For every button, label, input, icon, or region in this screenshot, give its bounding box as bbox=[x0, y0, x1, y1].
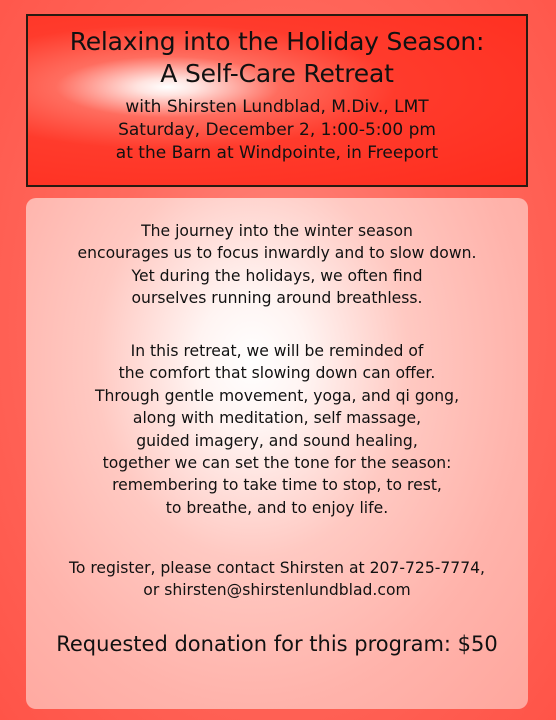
location-line: at the Barn at Windpointe, in Freeport bbox=[115, 143, 439, 163]
text-line: The journey into the winter season bbox=[141, 222, 413, 240]
title-line: Relaxing into the Holiday Season: bbox=[69, 27, 485, 56]
event-details bbox=[28, 96, 526, 165]
title-line: A Self-Care Retreat bbox=[160, 59, 394, 88]
text-line: Yet during the holidays, we often find bbox=[131, 266, 423, 285]
text-line: encourages us to focus inwardly and to slow down. bbox=[77, 244, 477, 263]
registration-email-line: or shirsten@shirstenlundblad.com bbox=[143, 581, 411, 600]
text-line: along with meditation, self massage, bbox=[132, 409, 422, 428]
flyer-body bbox=[26, 198, 528, 709]
presenter-line: with Shirsten Lundblad, M.Div., LMT bbox=[125, 97, 429, 117]
flyer-title bbox=[28, 26, 526, 90]
date-time-line: Saturday, December 2, 1:00-5:00 pm bbox=[118, 120, 436, 140]
text-line: remembering to take time to stop, to rest, bbox=[112, 476, 442, 495]
retreat-description-paragraph bbox=[26, 340, 528, 519]
text-line: guided imagery, and sound healing, bbox=[136, 431, 418, 450]
registration-paragraph bbox=[26, 557, 528, 602]
text-line: to breathe, and to enjoy life. bbox=[165, 498, 389, 517]
text-line: Through gentle movement, yoga, and qi gong, bbox=[94, 386, 460, 405]
text-line: together we can set the tone for the season: bbox=[102, 454, 452, 473]
flyer-header bbox=[26, 14, 528, 187]
text-line: ourselves running around breathless. bbox=[131, 289, 423, 308]
intro-paragraph bbox=[26, 220, 528, 310]
text-line: In this retreat, we will be reminded of bbox=[130, 342, 424, 360]
text-line: the comfort that slowing down can offer. bbox=[118, 364, 436, 383]
donation-line: Requested donation for this program: $50 bbox=[56, 632, 498, 656]
registration-phone-line: To register, please contact Shirsten at 207-725-7774, bbox=[68, 559, 486, 577]
